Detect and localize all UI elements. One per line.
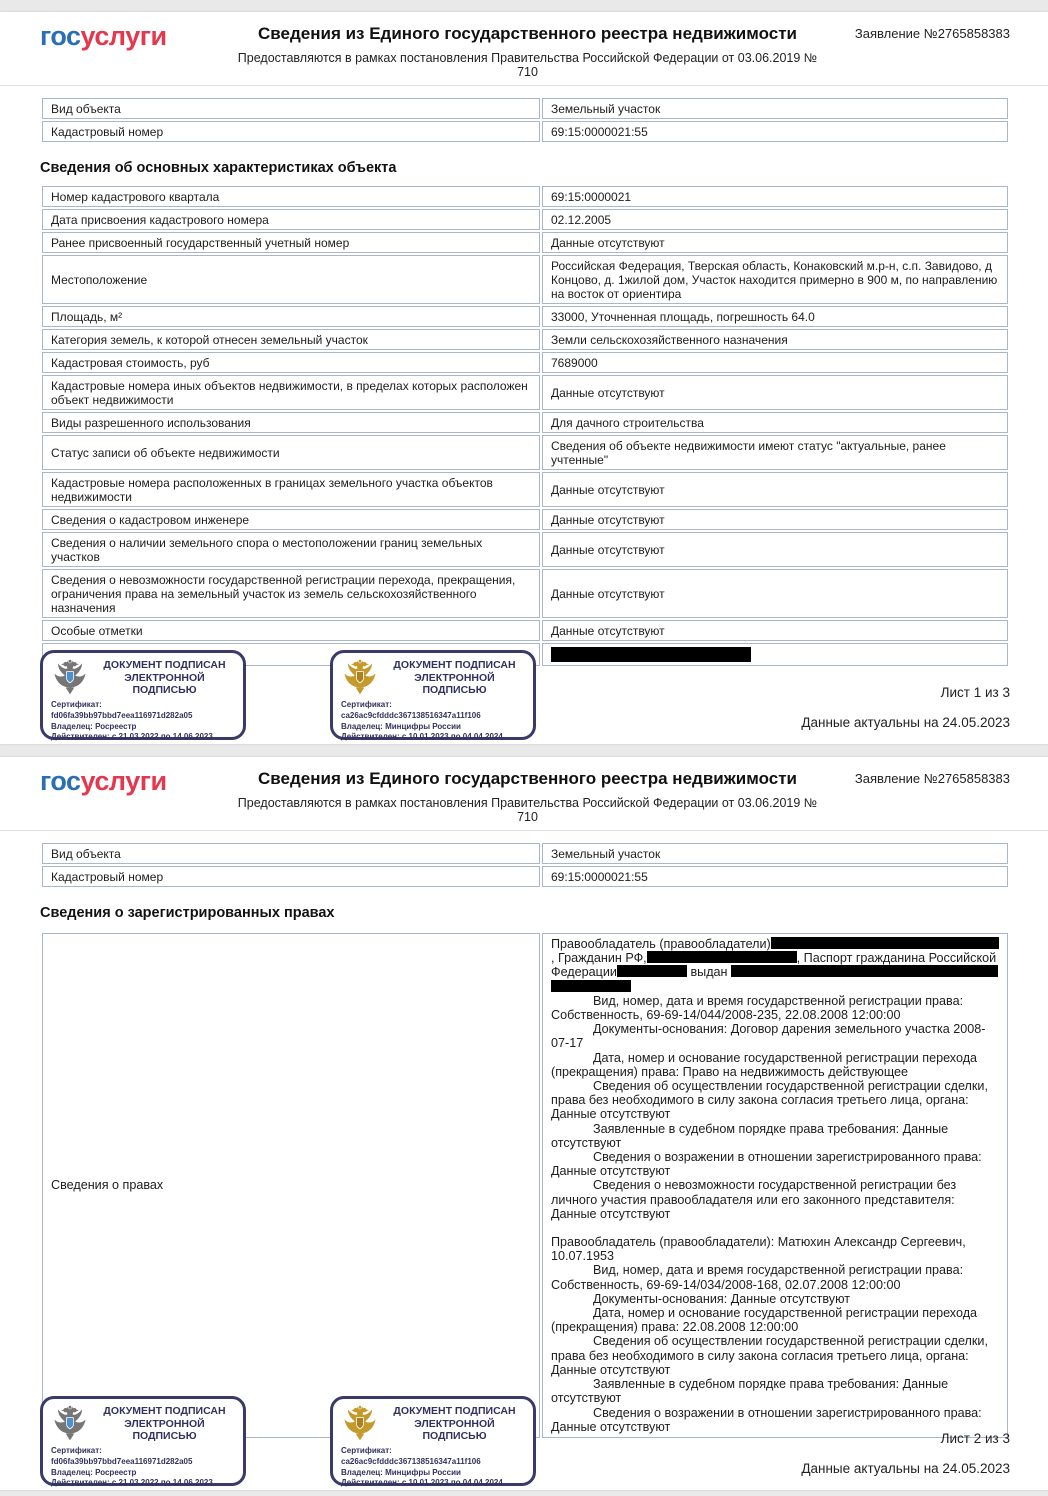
stamp-details xyxy=(51,1446,235,1489)
table-row xyxy=(42,435,1008,470)
rights-paragraph: Сведения о возражении в отношении зарегистрированного права: Данные отсутствуют xyxy=(551,1150,982,1179)
page-separator-strip xyxy=(0,744,1048,757)
table-row xyxy=(42,412,1008,433)
stamp-validity: Действителен: с 10.01.2023 по 04.04.2024 xyxy=(341,732,503,742)
header-center xyxy=(230,22,825,79)
table-row xyxy=(42,933,1008,1438)
logo-part-blue: гос xyxy=(40,766,81,796)
row-label: Виды разрешенного использования xyxy=(42,412,540,433)
row-value: Земельный участок xyxy=(542,98,1008,119)
logo-part-red: услуги xyxy=(80,766,167,796)
sheet-number: Лист 1 из 3 xyxy=(940,685,1010,700)
table-row xyxy=(42,843,1008,864)
row-label: Местоположение xyxy=(42,255,540,304)
rights-paragraph: Дата, номер и основание государственной регистрации перехода (прекращения) права: Право на недвижимость действующее xyxy=(551,1050,978,1079)
double-headed-eagle xyxy=(51,659,89,697)
stamp-certificate: Сертификат: ca26ac9cfdddc367138516347a11f106 xyxy=(341,1446,481,1466)
rights-paragraph: Заявленные в судебном порядке права требования: Данные отсутствуют xyxy=(551,1377,949,1406)
section-title-rights: Сведения о зарегистрированных правах xyxy=(40,905,335,921)
row-value: Данные отсутствуют xyxy=(542,232,1008,253)
row-label: Кадастровая стоимость, руб xyxy=(42,352,540,373)
rights-row-label: Сведения о правах xyxy=(42,933,540,1438)
stamp-title: ДОКУМЕНТ ПОДПИСАН ЭЛЕКТРОННОЙ ПОДПИСЬЮ xyxy=(103,659,226,697)
eagle-emblem-icon xyxy=(341,659,379,697)
signature-stamp xyxy=(40,650,246,740)
object-info-table xyxy=(40,841,1010,889)
document-title: Сведения из Единого государственного реестра недвижимости xyxy=(258,24,797,43)
table-row xyxy=(42,209,1008,230)
document-subtitle: Предоставляются в рамках постановления Правительства Российской Федерации от 03.06.2019 № 710 xyxy=(237,51,818,79)
row-value: Данные отсутствуют xyxy=(542,509,1008,530)
object-info-table xyxy=(40,96,1010,144)
rights-paragraph: Правообладатель (правообладатели): Матюхин Александр Сергеевич, 10.07.1953 xyxy=(551,1235,966,1264)
row-value: 33000, Уточненная площадь, погрешность 64.0 xyxy=(542,306,1008,327)
row-label: Площадь, м² xyxy=(42,306,540,327)
row-label: Кадастровый номер xyxy=(42,121,540,142)
rights-row-value xyxy=(542,933,1008,1438)
document-page-2 xyxy=(0,757,1048,1490)
row-value: Данные отсутствуют xyxy=(542,532,1008,567)
table-row xyxy=(42,329,1008,350)
row-label: Статус записи об объекте недвижимости xyxy=(42,435,540,470)
stamp-details xyxy=(51,700,235,743)
row-label: Сведения о кадастровом инженере xyxy=(42,509,540,530)
data-actual-date: Данные актуальны на 24.05.2023 xyxy=(801,1461,1010,1476)
signature-stamp xyxy=(330,1396,536,1486)
row-label: Особые отметки xyxy=(42,620,540,641)
table-row xyxy=(42,352,1008,373)
redacted-text xyxy=(647,951,797,963)
stamp-validity: Действителен: с 21.03.2022 по 14.06.2023 xyxy=(51,732,213,742)
redacted-text xyxy=(551,980,631,992)
row-value xyxy=(542,643,1008,666)
stamp-title: ДОКУМЕНТ ПОДПИСАН ЭЛЕКТРОННОЙ ПОДПИСЬЮ xyxy=(103,1405,226,1443)
table-row xyxy=(42,98,1008,119)
double-headed-eagle xyxy=(51,1405,89,1443)
rights-paragraph: Сведения об осуществлении государственной регистрации сделки, права без необходимого в силу закона согласия третьего лица, органа: Данные отсутствуют xyxy=(551,1334,988,1377)
sheet-number: Лист 2 из 3 xyxy=(940,1431,1010,1446)
rights-paragraph: Документы-основания: Договор дарения земельного участка 2008-07-17 xyxy=(551,1022,986,1051)
rights-paragraph: Вид, номер, дата и время государственной регистрации права: Собственность, 69-69-14/034/2008-168, 02.07.2008 12:00:00 xyxy=(551,1263,964,1292)
characteristics-table xyxy=(40,184,1010,668)
gosuslugi-logo xyxy=(40,22,230,52)
table-row xyxy=(42,532,1008,567)
logo-part-blue: гос xyxy=(40,21,81,51)
stamp-title: ДОКУМЕНТ ПОДПИСАН ЭЛЕКТРОННОЙ ПОДПИСЬЮ xyxy=(393,659,516,697)
rights-paragraph: Сведения об осуществлении государственной регистрации сделки, права без необходимого в силу закона согласия третьего лица, органа: Данные отсутствуют xyxy=(551,1079,988,1122)
table-row xyxy=(42,509,1008,530)
rights-paragraph: Сведения о возражении в отношении зарегистрированного права: Данные отсутствуют xyxy=(551,1405,982,1434)
row-value: 69:15:0000021:55 xyxy=(542,121,1008,142)
row-label: Категория земель, к которой отнесен земельный участок xyxy=(42,329,540,350)
rights-table xyxy=(40,931,1010,1443)
section-title-characteristics: Сведения об основных характеристиках объекта xyxy=(40,160,397,176)
stamp-owner: Владелец: Минцифры России xyxy=(341,1467,461,1477)
page-header xyxy=(0,757,1048,831)
logo-part-red: услуги xyxy=(80,21,167,51)
row-value: Данные отсутствуют xyxy=(542,375,1008,410)
row-label: Дата присвоения кадастрового номера xyxy=(42,209,540,230)
stamp-certificate: Сертификат: ca26ac9cfdddc367138516347a11f106 xyxy=(341,700,481,720)
row-value: Сведения об объекте недвижимости имеют статус "актуальные, ранее учтенные" xyxy=(542,435,1008,470)
stamp-header xyxy=(341,659,525,697)
table-row xyxy=(42,186,1008,207)
stamp-owner: Владелец: Росреестр xyxy=(51,1467,137,1477)
row-value: Данные отсутствуют xyxy=(542,472,1008,507)
redacted-text xyxy=(771,937,999,949)
double-headed-eagle xyxy=(341,659,379,697)
gosuslugi-logo xyxy=(40,767,230,797)
signature-stamps-row xyxy=(40,1396,536,1486)
stamp-title: ДОКУМЕНТ ПОДПИСАН ЭЛЕКТРОННОЙ ПОДПИСЬЮ xyxy=(393,1405,516,1443)
table-row xyxy=(42,375,1008,410)
signature-stamp xyxy=(330,650,536,740)
rights-paragraph: Дата, номер и основание государственной регистрации перехода (прекращения) права: 22.08.2008 12:00:00 xyxy=(551,1306,978,1335)
row-value: Земельный участок xyxy=(542,843,1008,864)
application-number: Заявление №2765858383 xyxy=(854,26,1010,41)
stamp-details xyxy=(341,1446,525,1489)
row-label: Сведения о невозможности государственной регистрации перехода, прекращения, ограничения права на земельный участок из земель сельскохозяйственного назначения xyxy=(42,569,540,618)
header-center xyxy=(230,767,825,824)
redacted-text xyxy=(731,965,998,977)
paragraph-gap xyxy=(551,1221,999,1235)
document-subtitle: Предоставляются в рамках постановления Правительства Российской Федерации от 03.06.2019 № 710 xyxy=(237,796,818,824)
row-value: Данные отсутствуют xyxy=(542,620,1008,641)
eagle-emblem-icon xyxy=(51,1405,89,1443)
rights-paragraph: Сведения о невозможности государственной регистрации без личного участия правообладателя или его законного представителя: Данные отсутствуют xyxy=(551,1178,957,1221)
application-number: Заявление №2765858383 xyxy=(854,771,1010,786)
row-value: Данные отсутствуют xyxy=(542,569,1008,618)
redacted-text xyxy=(617,965,687,977)
stamp-details xyxy=(341,700,525,743)
row-label: Номер кадастрового квартала xyxy=(42,186,540,207)
document-title: Сведения из Единого государственного реестра недвижимости xyxy=(258,769,797,788)
row-label: Кадастровые номера иных объектов недвижимости, в пределах которых расположен объект недвижимости xyxy=(42,375,540,410)
row-label: Кадастровые номера расположенных в границах земельного участка объектов недвижимости xyxy=(42,472,540,507)
row-value: Для дачного строительства xyxy=(542,412,1008,433)
table-row xyxy=(42,232,1008,253)
data-actual-date: Данные актуальны на 24.05.2023 xyxy=(801,715,1010,730)
stamp-header xyxy=(51,1405,235,1443)
stamp-owner: Владелец: Росреестр xyxy=(51,721,137,731)
row-value: 69:15:0000021 xyxy=(542,186,1008,207)
table-row xyxy=(42,866,1008,887)
table-row xyxy=(42,620,1008,641)
top-margin-strip xyxy=(0,0,1048,12)
row-label: Вид объекта xyxy=(42,98,540,119)
stamp-header xyxy=(51,659,235,697)
table-row xyxy=(42,306,1008,327)
stamp-owner: Владелец: Минцифры России xyxy=(341,721,461,731)
row-value: 7689000 xyxy=(542,352,1008,373)
rights-paragraph: Заявленные в судебном порядке права требования: Данные отсутствуют xyxy=(551,1121,949,1150)
row-label: Вид объекта xyxy=(42,843,540,864)
rights-paragraph: Документы-основания: Данные отсутствуют xyxy=(593,1291,851,1306)
row-value: Земли сельскохозяйственного назначения xyxy=(542,329,1008,350)
signature-stamp xyxy=(40,1396,246,1486)
stamp-certificate: Сертификат: fd06fa39bb97bbd7eea116971d282a05 xyxy=(51,1446,193,1466)
table-row xyxy=(42,472,1008,507)
stamp-header xyxy=(341,1405,525,1443)
table-row xyxy=(42,569,1008,618)
signature-stamps-row xyxy=(40,650,536,740)
page-header xyxy=(0,12,1048,86)
rights-paragraph: Правообладатель (правообладатели), Гражданин РФ, , Паспорт гражданина Российской Федерации выдан xyxy=(551,937,999,994)
double-headed-eagle xyxy=(341,1405,379,1443)
row-label: Кадастровый номер xyxy=(42,866,540,887)
row-label: Сведения о наличии земельного спора о местоположении границ земельных участков xyxy=(42,532,540,567)
redacted-value xyxy=(551,647,751,662)
row-value: Российская Федерация, Тверская область, Конаковский м.р-н, с.п. Завидово, д Концово, д. 1жилой дом, Участок находится примерно в 900 м, по направлению на восток от ориентира xyxy=(542,255,1008,304)
table-row xyxy=(42,255,1008,304)
eagle-emblem-icon xyxy=(341,1405,379,1443)
document-page-1 xyxy=(0,12,1048,744)
row-value: 02.12.2005 xyxy=(542,209,1008,230)
table-row xyxy=(42,121,1008,142)
stamp-validity: Действителен: с 10.01.2023 по 04.04.2024 xyxy=(341,1478,503,1488)
eagle-emblem-icon xyxy=(51,659,89,697)
row-value: 69:15:0000021:55 xyxy=(542,866,1008,887)
stamp-validity: Действителен: с 21.03.2022 по 14.06.2023 xyxy=(51,1478,213,1488)
rights-paragraph: Вид, номер, дата и время государственной регистрации права: Собственность, 69-69-14/044/2008-235, 22.08.2008 12:00:00 xyxy=(551,993,964,1023)
row-label: Ранее присвоенный государственный учетный номер xyxy=(42,232,540,253)
stamp-certificate: Сертификат: fd06fa39bb97bbd7eea116971d282a05 xyxy=(51,700,193,720)
